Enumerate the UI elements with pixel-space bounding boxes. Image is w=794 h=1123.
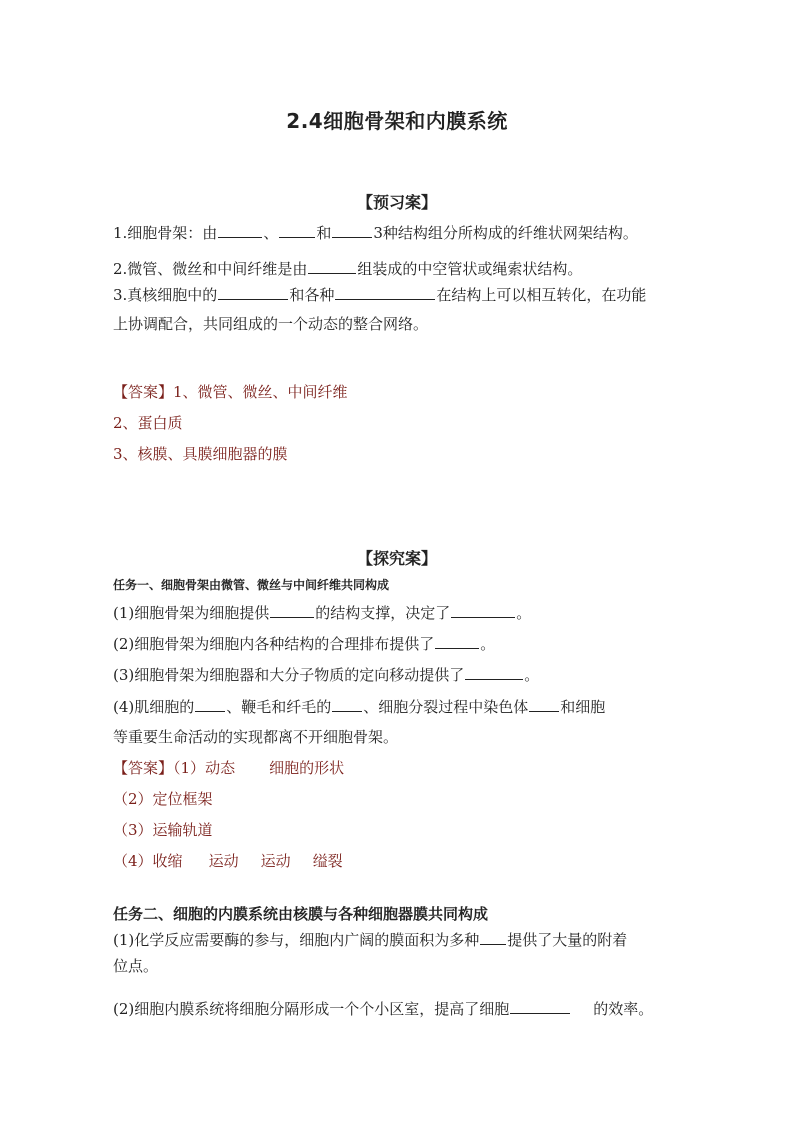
fill-blank[interactable] [218, 284, 288, 300]
task-1-answer-4: （4）收缩 运动 运动 缢裂 [113, 852, 343, 870]
preview-question-2: 2.微管、微丝和中间纤维是由 组装成的中空管状或绳索状结构。 [113, 260, 583, 278]
fill-blank[interactable] [279, 222, 315, 238]
page-title: 2.4细胞骨架和内膜系统 [286, 109, 508, 133]
fill-blank[interactable] [335, 284, 435, 300]
task-1-question-4-line-1: (4)肌细胞的 、鞭毛和纤毛的 、细胞分裂过程中染色体 和细胞 [113, 698, 606, 716]
task-2-question-1-line-2: 位点。 [113, 957, 159, 975]
task-1-title: 任务一、细胞骨架由微管、微丝与中间纤维共同构成 [113, 578, 390, 592]
preview-answer-1: 【答案】1、微管、微丝、中间纤维 [113, 383, 348, 401]
fill-blank[interactable] [465, 664, 523, 680]
preview-heading: 【预习案】 [356, 193, 437, 212]
preview-question-1: 1.细胞骨架：由 、 和 3种结构组分所构成的纤维状网架结构。 [113, 224, 638, 242]
fill-blank[interactable] [510, 998, 570, 1014]
task-2-question-2: (2)细胞内膜系统将细胞分隔形成一个个小区室，提高了细胞 的效率。 [113, 1000, 654, 1018]
fill-blank[interactable] [435, 633, 479, 649]
task-1-answer-2: （2）定位框架 [113, 790, 213, 808]
task-1-question-4-line-2: 等重要生命活动的实现都离不开细胞骨架。 [113, 728, 399, 746]
fill-blank[interactable] [332, 222, 372, 238]
fill-blank[interactable] [218, 222, 262, 238]
answer-label: 【答案】 [113, 759, 174, 777]
fill-blank[interactable] [480, 929, 506, 945]
explore-heading: 【探究案】 [356, 549, 437, 568]
preview-question-3-line-1: 3.真核细胞中的 和各种 在结构上可以相互转化，在功能 [113, 286, 647, 304]
fill-blank[interactable] [308, 258, 356, 274]
fill-blank[interactable] [529, 696, 559, 712]
preview-answer-2: 2、蛋白质 [113, 414, 183, 432]
task-1-answer-3: （3）运输轨道 [113, 821, 213, 839]
task-1-question-2: (2)细胞骨架为细胞内各种结构的合理排布提供了 。 [113, 635, 496, 653]
fill-blank[interactable] [195, 696, 225, 712]
answer-label: 【答案】 [113, 383, 174, 401]
task-2-question-1-line-1: (1)化学反应需要酶的参与，细胞内广阔的膜面积为多种 提供了大量的附着 [113, 931, 628, 949]
task-2-title: 任务二、细胞的内膜系统由核膜与各种细胞器膜共同构成 [113, 905, 489, 923]
fill-blank[interactable] [332, 696, 362, 712]
task-1-question-3: (3)细胞骨架为细胞器和大分子物质的定向移动提供了 。 [113, 666, 540, 684]
preview-question-3-line-2: 上协调配合，共同组成的一个动态的整合网络。 [113, 315, 429, 333]
fill-blank[interactable] [270, 602, 314, 618]
task-1-answer-1: 【答案】（1）动态 细胞的形状 [113, 759, 345, 777]
fill-blank[interactable] [451, 602, 515, 618]
preview-answer-3: 3、核膜、具膜细胞器的膜 [113, 445, 288, 463]
task-1-question-1: (1)细胞骨架为细胞提供 的结构支撑，决定了 。 [113, 604, 532, 622]
